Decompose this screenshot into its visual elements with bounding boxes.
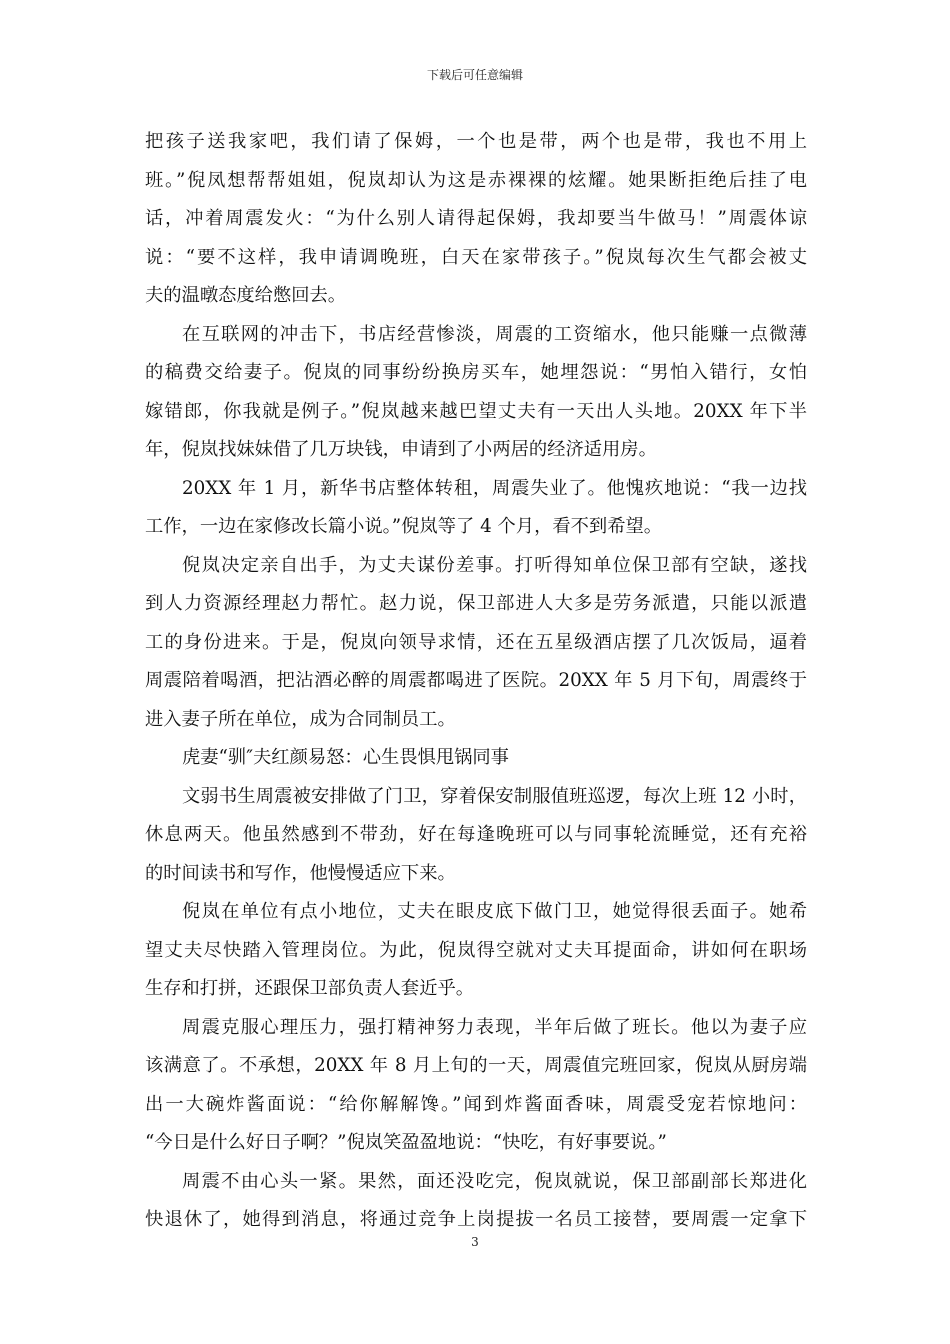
text-line: 生存和打拼，还跟保卫部负责人套近乎。 (145, 978, 475, 999)
text-line: 工作，一边在家修改长篇小说。”倪岚等了 4 个月，看不到希望。 (145, 516, 663, 537)
text-line: 虎妻“驯″夫红颜易怒：心生畏惧甩锅同事 (182, 747, 509, 768)
text-line: 班。”倪凤想帮帮姐姐，倪岚却认为这是赤裸裸的炫耀。她果断拒绝后挂了电 (145, 169, 807, 191)
page-number: 3 (471, 1235, 479, 1249)
text-line: 文弱书生周震被安排做了门卫，穿着保安制服值班巡逻，每次上班 12 小时， (182, 785, 807, 807)
body-text (145, 123, 807, 1240)
text-line: 周震陪着喝酒，把沾酒必醉的周震都喝进了医院。20XX 年 5 月下旬，周震终于 (145, 670, 807, 691)
text-line: 该满意了。不承想，20XX 年 8 月上旬的一天，周震值完班回家，倪岚从厨房端 (145, 1055, 807, 1076)
text-line: 周震克服心理压力，强打精神努力表现，半年后做了班长。他以为妻子应 (182, 1016, 807, 1038)
text-line: 把孩子送我家吧，我们请了保姆，一个也是带，两个也是带，我也不用上 (145, 131, 807, 152)
text-line: 出一大碗炸酱面说：“给你解解馋。”闻到炸酱面香味，周震受宠若惊地问： (145, 1093, 807, 1115)
text-line: 工的身份进来。于是，倪岚向领导求情，还在五星级酒店摆了几次饭局，逼着 (145, 631, 807, 653)
text-line: 倪岚决定亲自出手，为丈夫谋份差事。打听得知单位保卫部有空缺，遂找 (182, 554, 807, 576)
text-line: 望丈夫尽快踏入管理岗位。为此，倪岚得空就对丈夫耳提面命，讲如何在职场 (145, 939, 807, 961)
text-line: 话，冲着周震发火：“为什么别人请得起保姆，我却要当牛做马！”周震体谅 (145, 208, 807, 229)
text-line: 20XX 年 1 月，新华书店整体转租，周震失业了。他愧疚地说：“我一边找 (182, 477, 807, 499)
text-line: 到人力资源经理赵力帮忙。赵力说，保卫部进人大多是劳务派遣，只能以派遣 (145, 593, 807, 614)
text-line: “今日是什么好日子啊？”倪岚笑盈盈地说：“快吃，有好事要说。” (145, 1132, 667, 1153)
text-line: 进入妻子所在单位，成为合同制员工。 (145, 708, 456, 730)
text-line: 的稿费交给妻子。倪岚的同事纷纷换房买车，她埋怨说：“男怕入错行，女怕 (145, 362, 807, 383)
text-line: 嫁错郎，你我就是例子。”倪岚越来越巴望丈夫有一天出人头地。20XX 年下半 (145, 400, 807, 422)
text-line: 的时间读书和写作，他慢慢适应下来。 (145, 862, 456, 884)
text-line: 在互联网的冲击下，书店经营惨淡，周震的工资缩水，他只能赚一点微薄 (182, 323, 807, 345)
text-line: 倪岚在单位有点小地位，丈夫在眼皮底下做门卫，她觉得很丢面子。她希 (182, 901, 807, 922)
text-line: 快退休了，她得到消息，将通过竞争上岗提拔一名员工接替，要周震一定拿下 (145, 1209, 807, 1230)
text-line: 说：“要不这样，我申请调晚班，白天在家带孩子。”倪岚每次生气都会被丈 (145, 246, 807, 268)
text-line: 夫的温暾态度给憋回去。 (145, 285, 347, 306)
text-line: 休息两天。他虽然感到不带劲，好在每逢晚班可以与同事轮流睡觉，还有充裕 (145, 824, 807, 845)
text-line: 年，倪岚找妹妹借了几万块钱，申请到了小两居的经济适用房。 (145, 439, 657, 460)
page-header: 下载后可任意编辑 (426, 68, 523, 82)
text-line: 周震不由心头一紧。果然，面还没吃完，倪岚就说，保卫部副部长郑进化 (182, 1170, 807, 1192)
